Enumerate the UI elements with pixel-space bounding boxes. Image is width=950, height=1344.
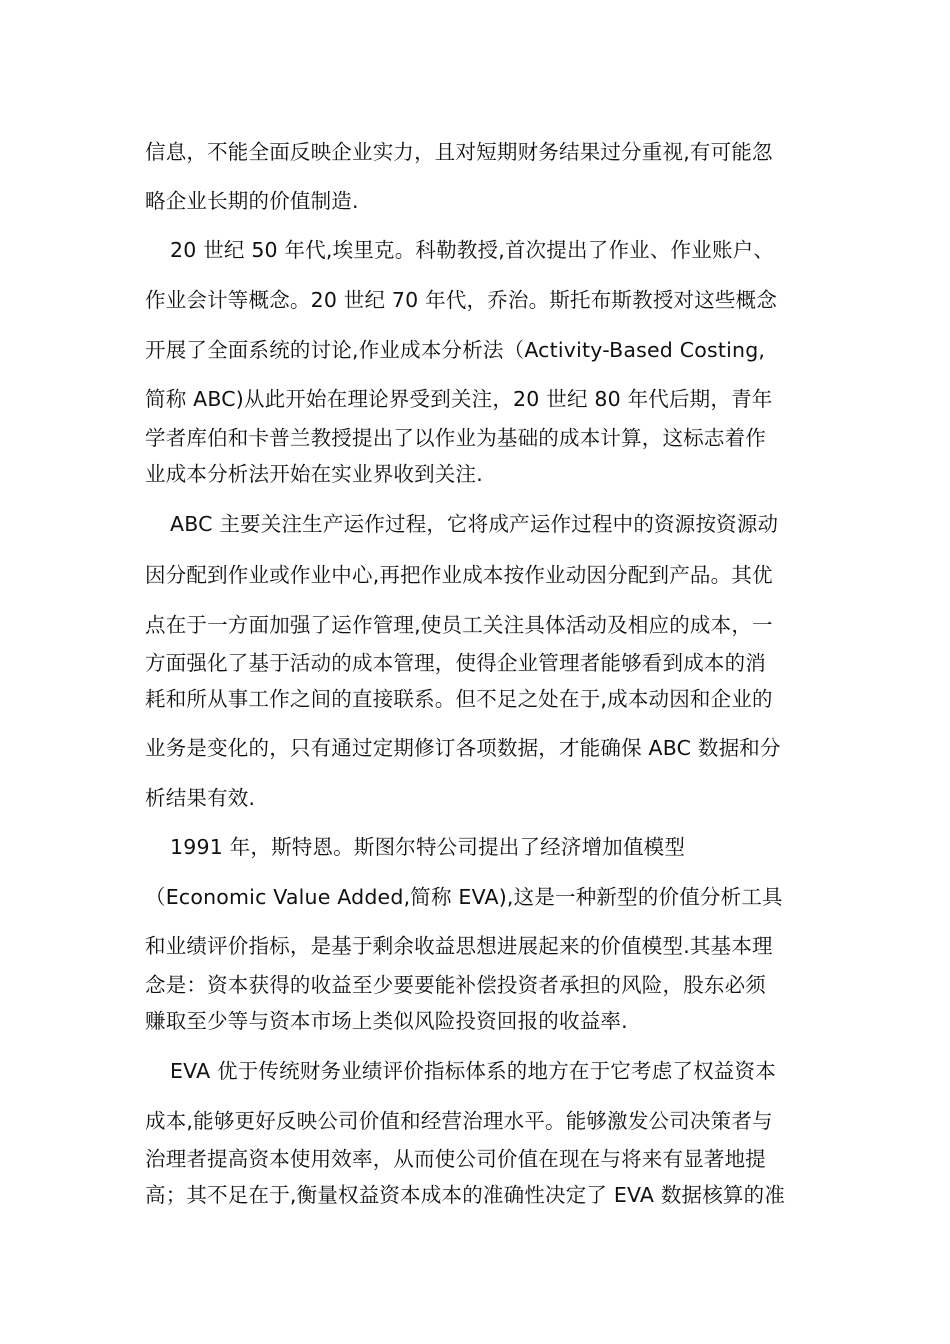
text-line: 和业绩评价指标，是基于剩余收益思想进展起来的价值模型.其基本理 — [145, 934, 773, 958]
text-line: 赚取至少等与资本市场上类似风险投资回报的收益率. — [145, 1009, 628, 1033]
text-line: （Economic Value Added,简称 EVA),这是一种新型的价值分析工具 — [145, 885, 783, 909]
text-line: ABC 主要关注生产运作过程，它将成产运作过程中的资源按资源动 — [170, 512, 779, 536]
text-line: 简称 ABC)从此开始在理论界受到关注，20 世纪 80 年代后期，青年 — [145, 387, 773, 411]
text-line: 略企业长期的价值制造. — [145, 189, 359, 213]
text-line: 信息，不能全面反映企业实力，且对短期财务结果过分重视,有可能忽 — [145, 140, 773, 164]
text-line: 耗和所从事工作之间的直接联系。但不足之处在于,成本动因和企业的 — [145, 687, 773, 711]
text-line: 高；其不足在于,衡量权益资本成本的准确性决定了 EVA 数据核算的准 — [145, 1183, 786, 1207]
text-line: 1991 年，斯特恩。斯图尔特公司提出了经济增加值模型 — [170, 835, 686, 859]
text-line: 成本,能够更好反映公司价值和经营治理水平。能够激发公司决策者与 — [145, 1109, 773, 1133]
text-line: 业务是变化的，只有通过定期修订各项数据，才能确保 ABC 数据和分 — [145, 736, 781, 760]
text-line: 开展了全面系统的讨论,作业成本分析法（Activity-Based Costing, — [145, 338, 766, 362]
text-line: 念是：资本获得的收益至少要要能补偿投资者承担的风险，股东必须 — [145, 973, 766, 997]
text-line: 业成本分析法开始在实业界收到关注. — [145, 462, 483, 486]
text-line: EVA 优于传统财务业绩评价指标体系的地方在于它考虑了权益资本 — [170, 1059, 776, 1083]
text-line: 学者库伯和卡普兰教授提出了以作业为基础的成本计算，这标志着作 — [145, 426, 766, 450]
text-line: 20 世纪 50 年代,埃里克。科勒教授,首次提出了作业、作业账户、 — [170, 238, 775, 262]
text-line: 方面强化了基于活动的成本管理，使得企业管理者能够看到成本的消 — [145, 651, 766, 675]
text-line: 治理者提高资本使用效率，从而使公司价值在现在与将来有显著地提 — [145, 1147, 766, 1171]
text-line: 点在于一方面加强了运作管理,使员工关注具体活动及相应的成本，一 — [145, 613, 773, 637]
text-line: 作业会计等概念。20 世纪 70 年代，乔治。斯托布斯教授对这些概念 — [145, 288, 778, 312]
text-line: 析结果有效. — [145, 786, 256, 810]
text-line: 因分配到作业或作业中心,再把作业成本按作业动因分配到产品。其优 — [145, 563, 773, 587]
